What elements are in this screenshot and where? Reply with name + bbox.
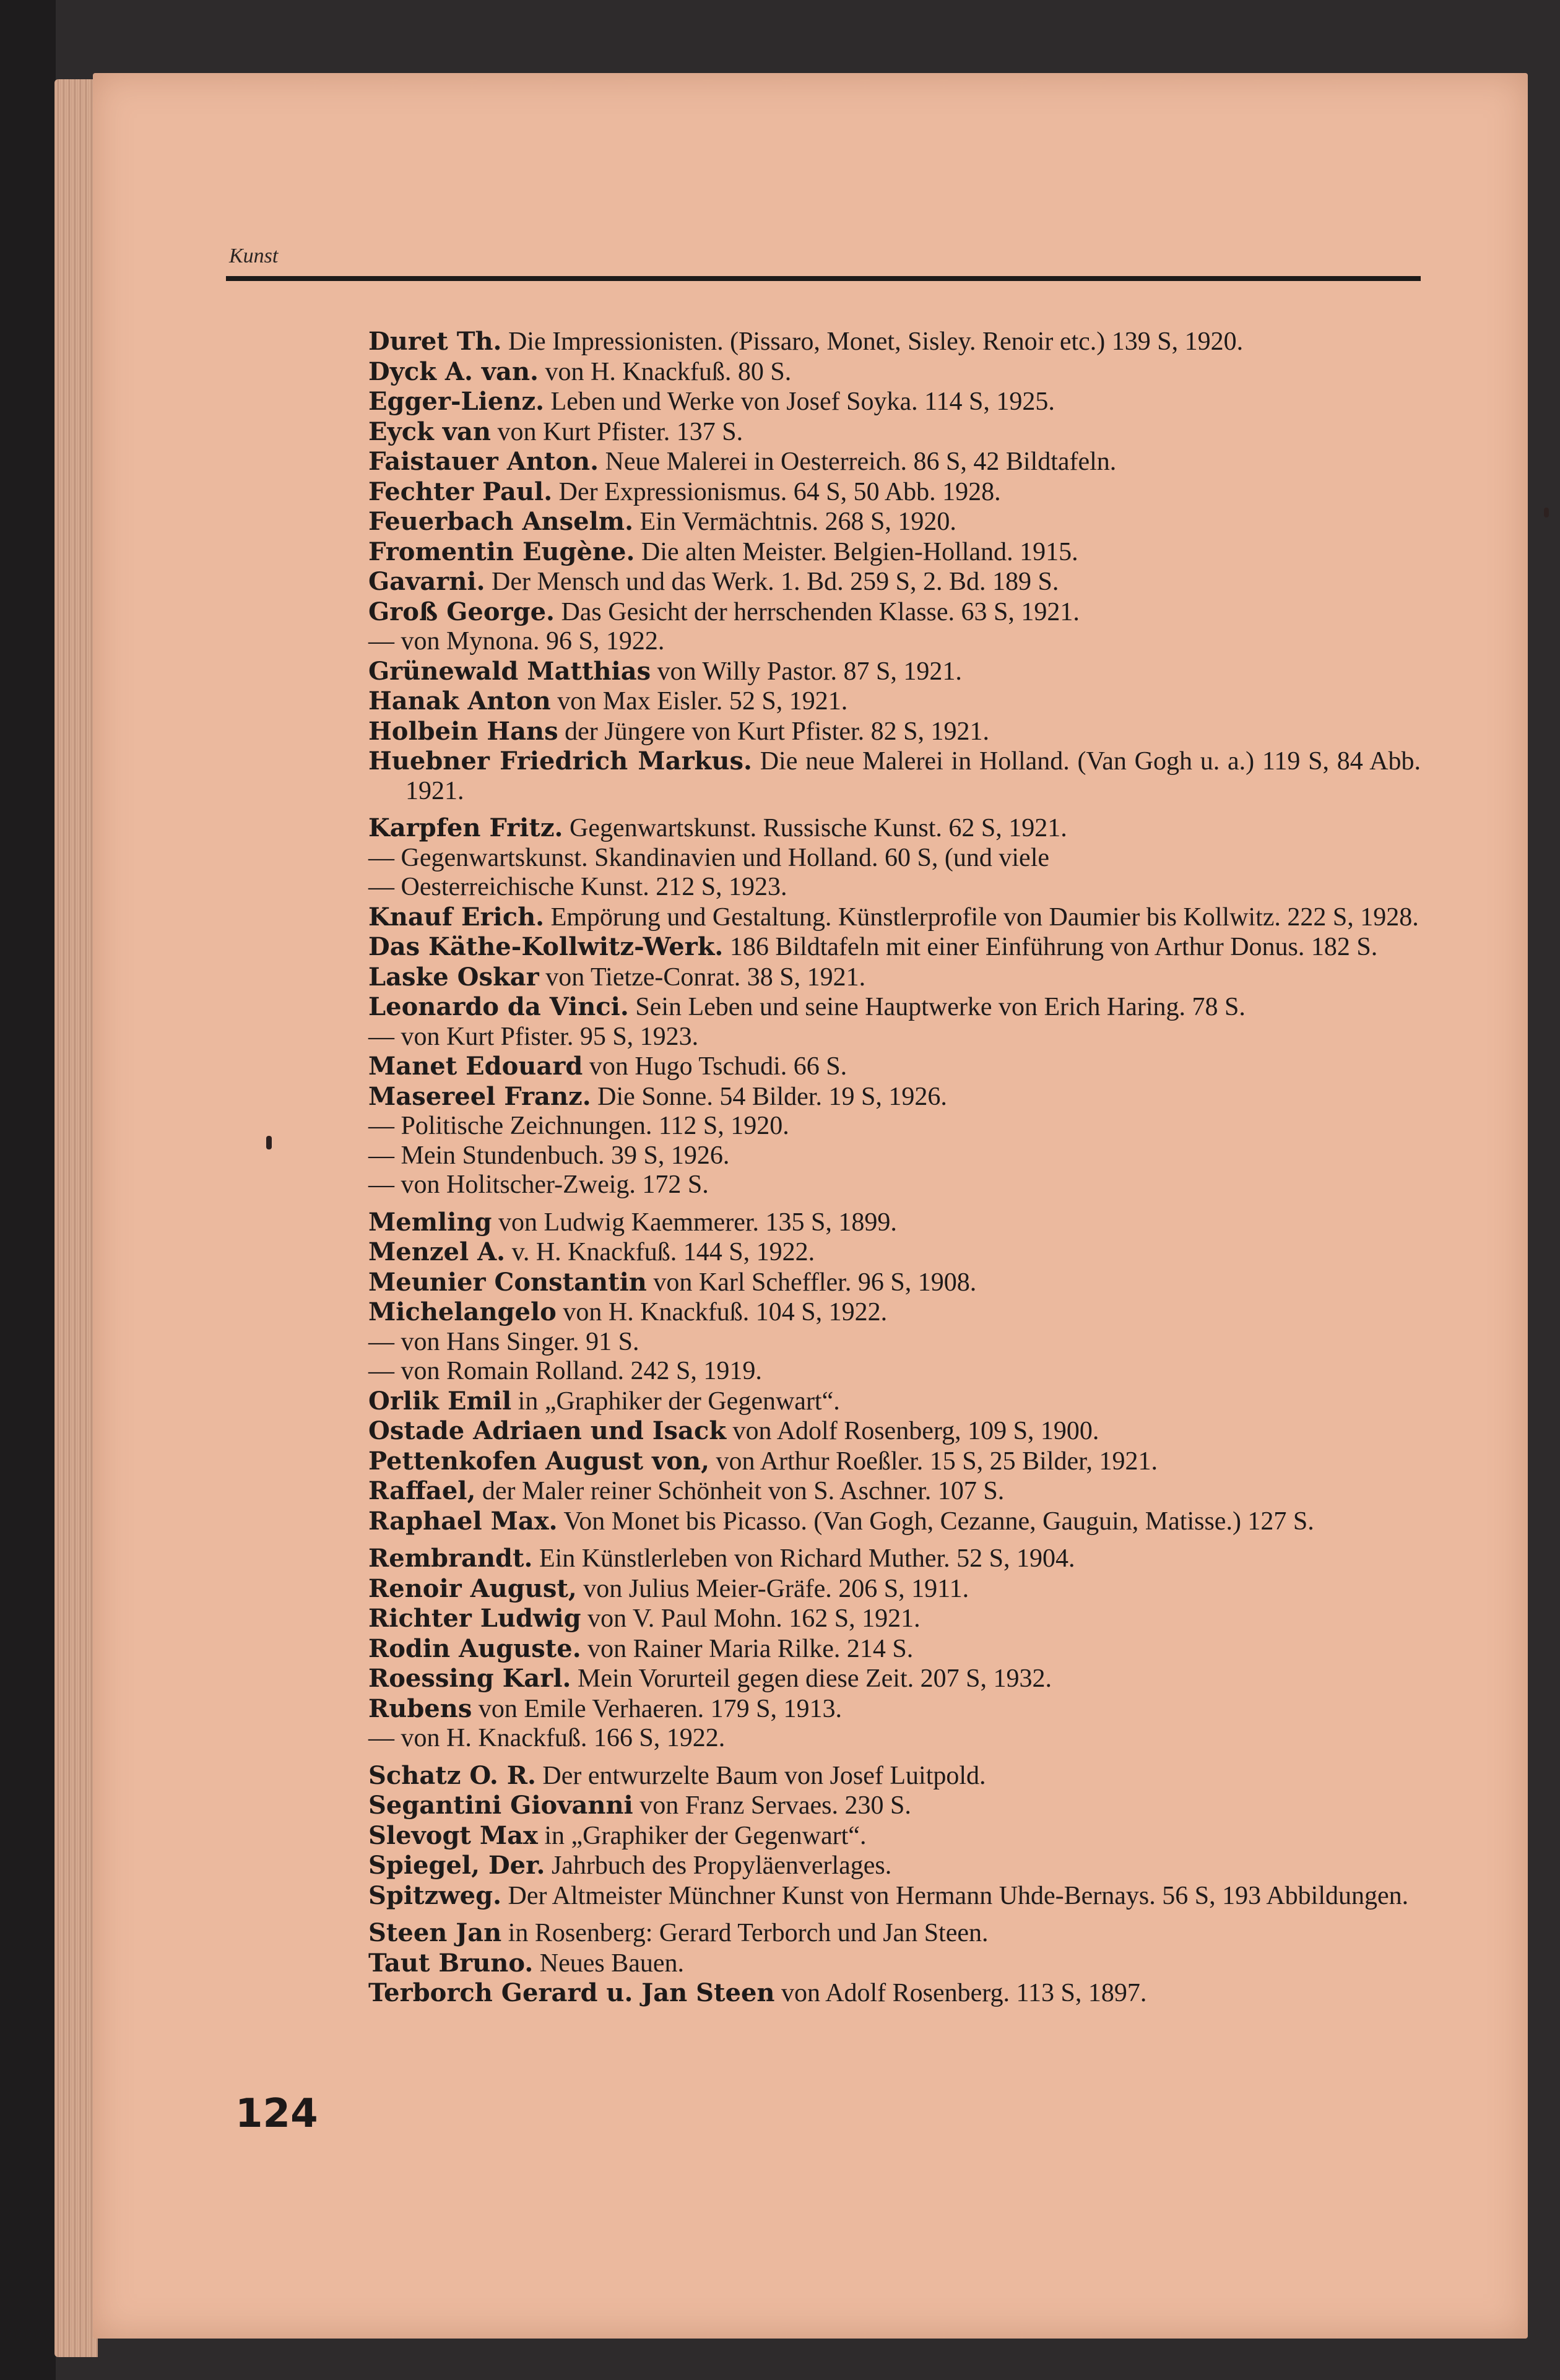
- entry-text: Leben und Werke von Josef Soyka. 114 S, 1925.: [550, 387, 1055, 416]
- entry-text: von Willy Pastor. 87 S, 1921.: [657, 657, 962, 686]
- bibliography-entry: [368, 1297, 1421, 1328]
- bibliography-entry: [368, 1447, 1421, 1477]
- bibliography-entry: [368, 357, 1421, 387]
- entry-heading: Michelangelo: [368, 1297, 557, 1326]
- entry-text: von Arthur Roeßler. 15 S, 25 Bilder, 1921.: [716, 1447, 1158, 1476]
- bibliography-entry: [368, 1387, 1421, 1417]
- entry-heading: Meunier Constantin: [368, 1267, 647, 1297]
- entry-text: der Jüngere von Kurt Pfister. 82 S, 1921.: [565, 717, 990, 746]
- entry-heading: Holbein Hans: [368, 716, 558, 746]
- entry-text: Ein Vermächtnis. 268 S, 1920.: [639, 508, 956, 536]
- bibliography-entry: [368, 1268, 1421, 1298]
- entry-heading: Richter Ludwig: [368, 1604, 581, 1633]
- entry-text: von Julius Meier-Gräfe. 206 S, 1911.: [583, 1574, 969, 1603]
- entry-heading: Taut Bruno.: [368, 1948, 534, 1978]
- entry-text: Der entwurzelte Baum von Josef Luitpold.: [542, 1761, 986, 1790]
- entry-text: von Kurt Pfister. 137 S.: [497, 417, 743, 446]
- page-mark: [1544, 508, 1549, 517]
- bibliography-entry: [368, 1416, 1421, 1447]
- entry-text: v. H. Knackfuß. 144 S, 1922.: [511, 1238, 815, 1266]
- bibliography-entry: [368, 1604, 1421, 1634]
- entry-heading: Orlik Emil: [368, 1386, 512, 1416]
- bibliography-entry: [368, 932, 1421, 963]
- entry-heading: Terborch Gerard u. Jan Steen: [368, 1978, 775, 2007]
- bibliography-entry: [368, 1544, 1421, 1574]
- entry-text: Neue Malerei in Oesterreich. 86 S, 42 Bildtafeln.: [605, 448, 1117, 476]
- entry-heading: Raphael Max.: [368, 1506, 558, 1536]
- bibliography-entry: [368, 963, 1421, 993]
- running-head: Kunst: [229, 244, 279, 267]
- entry-heading: Das Käthe-Kollwitz-Werk.: [368, 932, 724, 961]
- entry-text: von Max Eisler. 52 S, 1921.: [557, 687, 848, 716]
- bibliography-entry: [368, 1208, 1421, 1238]
- bibliography-entry: [368, 507, 1421, 537]
- entry-heading: Laske Oskar: [368, 962, 539, 992]
- bibliography-entry: [368, 902, 1421, 933]
- entry-text: von H. Knackfuß. 104 S, 1922.: [563, 1298, 888, 1326]
- entry-heading: Masereel Franz.: [368, 1081, 591, 1111]
- entry-heading: Roessing Karl.: [368, 1664, 571, 1693]
- header-rule: [226, 276, 1421, 281]
- entry-text: — von Romain Rolland. 242 S, 1919.: [368, 1357, 762, 1385]
- bibliography-entry: [368, 1574, 1421, 1604]
- bibliography-entry: [368, 597, 1421, 628]
- entry-heading: Hanak Anton: [368, 686, 551, 716]
- entry-heading: Feuerbach Anselm.: [368, 507, 634, 536]
- entry-text: Mein Vorurteil gegen diese Zeit. 207 S, 1932.: [577, 1664, 1052, 1693]
- entry-text: Die neue Malerei in Holland. (Van Gogh u. a.) 119 S, 84 Abb. 1921.: [405, 747, 1421, 805]
- bibliography-entry: [368, 387, 1421, 417]
- entry-heading: Steen Jan: [368, 1918, 502, 1947]
- entry-heading: Segantini Giovanni: [368, 1791, 633, 1820]
- entry-text: Die alten Meister. Belgien-Holland. 1915.: [641, 537, 1078, 566]
- entry-heading: Leonardo da Vinci.: [368, 992, 629, 1021]
- bibliography-entry: [368, 746, 1421, 806]
- bibliography-entry: [368, 1112, 1421, 1141]
- entry-heading: Raffael,: [368, 1476, 476, 1505]
- entry-text: von Franz Servaes. 230 S.: [639, 1791, 911, 1820]
- bibliography-entry: [368, 1237, 1421, 1268]
- entry-text: in Rosenberg: Gerard Terborch und Jan Steen.: [508, 1919, 989, 1947]
- entry-heading: Manet Edouard: [368, 1052, 583, 1081]
- entry-heading: Spiegel, Der.: [368, 1851, 545, 1880]
- entry-text: Gegenwartskunst. Russische Kunst. 62 S, 1921.: [569, 814, 1067, 842]
- entry-text: — von Kurt Pfister. 95 S, 1923.: [368, 1022, 699, 1051]
- entry-heading: Knauf Erich.: [368, 902, 545, 932]
- page-edges: [54, 79, 98, 2357]
- entry-text: Ein Künstlerleben von Richard Muther. 52 S, 1904.: [539, 1544, 1075, 1573]
- page-number: 124: [235, 2091, 318, 2137]
- entry-text: Die Sonne. 54 Bilder. 19 S, 1926.: [597, 1082, 947, 1111]
- entry-heading: Rembrandt.: [368, 1544, 533, 1573]
- bibliography-entry: [368, 1357, 1421, 1387]
- entry-text: — von Hans Singer. 91 S.: [368, 1327, 639, 1356]
- bibliography-entry: [368, 627, 1421, 657]
- entry-text: — Gegenwartskunst. Skandinavien und Holland. 60 S, (und viele: [368, 843, 1049, 872]
- bibliography-entry: [368, 567, 1421, 597]
- entry-heading: Dyck A. van.: [368, 357, 539, 386]
- entry-text: Von Monet bis Picasso. (Van Gogh, Cezanne, Gauguin, Matisse.) 127 S.: [563, 1507, 1314, 1536]
- entry-heading: Slevogt Max: [368, 1820, 538, 1850]
- entry-heading: Rubens: [368, 1694, 472, 1723]
- entry-heading: Spitzweg.: [368, 1880, 502, 1910]
- bibliography-entry: [368, 844, 1421, 873]
- bibliography-entry: [368, 657, 1421, 687]
- bibliography-entry: [368, 1171, 1421, 1200]
- entry-text: Empörung und Gestaltung. Künstlerprofile von Daumier bis Kollwitz. 222 S, 1928.: [550, 902, 1419, 932]
- entry-heading: Menzel A.: [368, 1237, 506, 1266]
- entry-text: der Maler reiner Schönheit von S. Aschner. 107 S.: [482, 1477, 1005, 1505]
- bibliography-entry: [368, 1851, 1421, 1881]
- entry-heading: Grünewald Matthias: [368, 656, 651, 686]
- bibliography-entry: [368, 1664, 1421, 1694]
- entry-heading: Duret Th.: [368, 327, 502, 356]
- entry-text: von Emile Verhaeren. 179 S, 1913.: [478, 1694, 842, 1723]
- entry-heading: Fechter Paul.: [368, 477, 553, 506]
- entry-heading: Fromentin Eugène.: [368, 537, 635, 566]
- entry-heading: Ostade Adriaen und Isack: [368, 1416, 727, 1445]
- bibliography-entry: [368, 1052, 1421, 1082]
- bibliography-entry: [368, 1141, 1421, 1171]
- bibliography-entry: [368, 537, 1421, 568]
- bibliography-entry: [368, 717, 1421, 747]
- entry-text: von Rainer Maria Rilke. 214 S.: [587, 1634, 914, 1663]
- page-mark: [266, 1136, 272, 1149]
- entry-heading: Eyck van: [368, 417, 491, 446]
- bibliography-entry: [368, 477, 1421, 508]
- entry-text: Jahrbuch des Propyläenverlages.: [551, 1851, 892, 1880]
- entry-text: — Mein Stundenbuch. 39 S, 1926.: [368, 1141, 730, 1170]
- entry-text: in „Graphiker der Gegenwart“.: [518, 1387, 840, 1416]
- bibliography-entry: [368, 1978, 1421, 2009]
- bibliography-entry: [368, 1328, 1421, 1357]
- bibliography-entry: [368, 1634, 1421, 1664]
- entry-text: — Politische Zeichnungen. 112 S, 1920.: [368, 1112, 789, 1140]
- bibliography-entry: [368, 873, 1421, 902]
- bibliography-entry: [368, 992, 1421, 1023]
- bibliography-entry: [368, 447, 1421, 477]
- entry-text: von V. Paul Mohn. 162 S, 1921.: [587, 1604, 921, 1633]
- entry-text: Sein Leben und seine Hauptwerke von Erich Haring. 78 S.: [635, 993, 1246, 1021]
- bibliography-entry: [368, 1881, 1421, 1911]
- entry-text: von Hugo Tschudi. 66 S.: [589, 1052, 847, 1081]
- entry-text: — von Holitscher-Zweig. 172 S.: [368, 1171, 709, 1199]
- entry-heading: Memling: [368, 1207, 492, 1237]
- bibliography-entry: [368, 1949, 1421, 1979]
- bibliography-entry: [368, 1082, 1421, 1112]
- bibliography-entry: [368, 686, 1421, 717]
- entry-text: von Adolf Rosenberg, 109 S, 1900.: [732, 1417, 1099, 1445]
- entry-text: von Karl Scheffler. 96 S, 1908.: [653, 1268, 977, 1297]
- bibliography-entry: [368, 1821, 1421, 1851]
- entry-heading: Gavarni.: [368, 567, 485, 596]
- bibliography-entry: [368, 417, 1421, 448]
- entry-text: von Tietze-Conrat. 38 S, 1921.: [545, 963, 866, 992]
- entry-text: — Oesterreichische Kunst. 212 S, 1923.: [368, 873, 787, 901]
- bibliography-entry: [368, 1724, 1421, 1754]
- bibliography-entry: [368, 327, 1421, 357]
- entry-text: Das Gesicht der herrschenden Klasse. 63 S, 1921.: [561, 597, 1080, 626]
- bibliography-entry: [368, 1791, 1421, 1821]
- entry-heading: Huebner Friedrich Markus.: [368, 746, 752, 776]
- bibliography-entry: [368, 813, 1421, 844]
- entry-text: von H. Knackfuß. 80 S.: [545, 357, 792, 386]
- bibliography-entry: [368, 1761, 1421, 1791]
- entry-text: in „Graphiker der Gegenwart“.: [544, 1821, 867, 1850]
- entry-heading: Schatz O. R.: [368, 1760, 536, 1790]
- bibliography-entry: [368, 1918, 1421, 1949]
- entry-heading: Renoir August,: [368, 1573, 577, 1603]
- entry-heading: Egger-Lienz.: [368, 387, 545, 416]
- bibliography-entry: [368, 1694, 1421, 1724]
- entry-heading: Groß George.: [368, 597, 555, 626]
- entry-text: von Ludwig Kaemmerer. 135 S, 1899.: [498, 1208, 897, 1237]
- entry-text: Der Expressionismus. 64 S, 50 Abb. 1928.: [558, 477, 1001, 506]
- bibliography-entry: [368, 1023, 1421, 1052]
- bibliography-entry: [368, 1507, 1421, 1537]
- entry-text: von Adolf Rosenberg. 113 S, 1897.: [781, 1979, 1147, 2007]
- entry-text: — von Mynona. 96 S, 1922.: [368, 627, 665, 656]
- entry-text: — von H. Knackfuß. 166 S, 1922.: [368, 1724, 726, 1752]
- bibliography-list: [368, 327, 1421, 2009]
- entry-text: Die Impressionisten. (Pissaro, Monet, Sisley. Renoir etc.) 139 S, 1920.: [508, 327, 1244, 356]
- entry-heading: Faistauer Anton.: [368, 447, 599, 476]
- book-spine: [0, 0, 56, 2380]
- entry-heading: Pettenkofen August von,: [368, 1446, 710, 1476]
- entry-heading: Rodin Auguste.: [368, 1634, 581, 1663]
- entry-text: Der Mensch und das Werk. 1. Bd. 259 S, 2. Bd. 189 S.: [492, 568, 1059, 596]
- entry-text: Neues Bauen.: [539, 1949, 685, 1978]
- bibliography-entry: [368, 1476, 1421, 1507]
- entry-heading: Karpfen Fritz.: [368, 813, 563, 842]
- entry-text: 186 Bildtafeln mit einer Einführung von Arthur Donus. 182 S.: [729, 933, 1378, 961]
- entry-text: Der Altmeister Münchner Kunst von Hermann Uhde-Bernays. 56 S, 193 Abbildungen.: [508, 1881, 1409, 1910]
